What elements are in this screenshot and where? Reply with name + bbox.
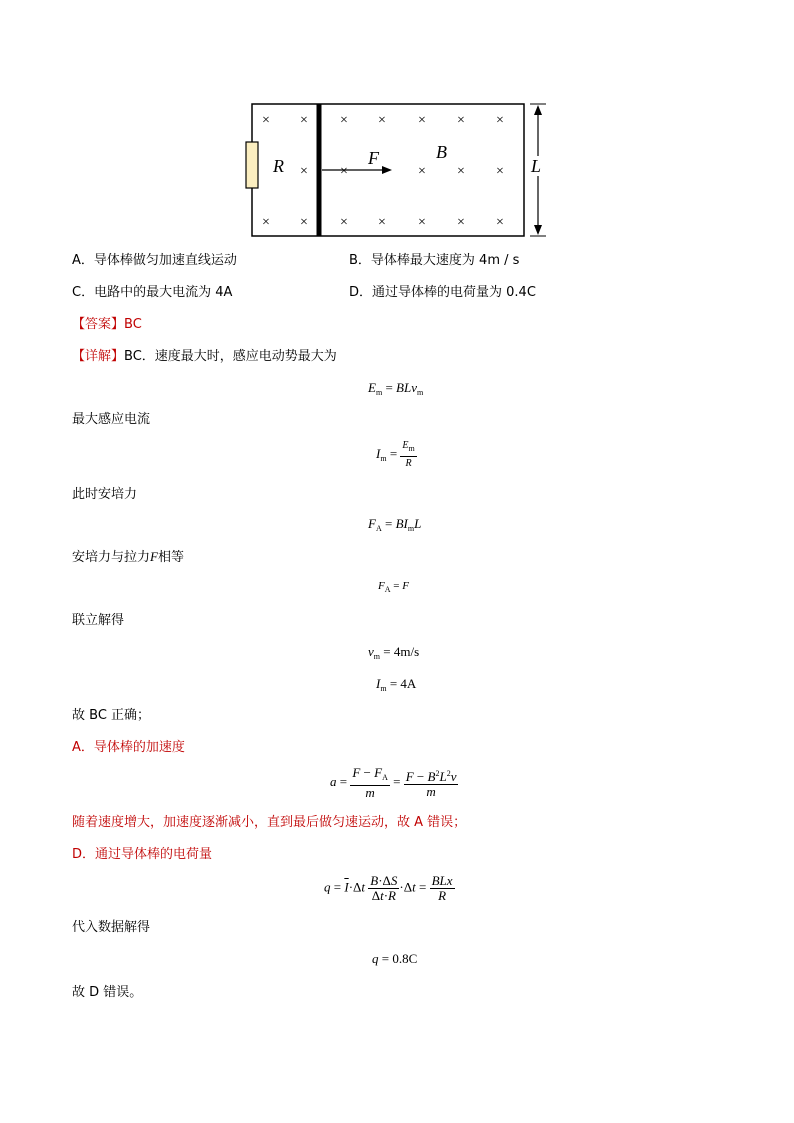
eq-current: $I_m$ = $\frac{E_m}{R}$	[376, 440, 415, 469]
svg-text:×: ×	[262, 215, 270, 230]
svg-text:×: ×	[457, 215, 465, 230]
svg-text:×: ×	[340, 215, 348, 230]
resistor	[246, 142, 258, 188]
svg-text:×: ×	[496, 164, 504, 179]
svg-text:×: ×	[418, 113, 426, 128]
eq-acceleration: a = $\frac{F - F_A}{m}$ = $\frac{F - B^2L^2v}{m}$	[330, 765, 457, 800]
svg-text:×: ×	[496, 113, 504, 128]
option-a: A．导体棒做匀加速直线运动	[72, 253, 237, 268]
label-B: B	[436, 142, 447, 162]
text-max-current: 最大感应电流	[72, 412, 151, 427]
text-a-conclusion: 随着速度增大，加速度逐渐减小，直到最后做匀速运动，故 A 错误；	[72, 815, 467, 830]
svg-text:×: ×	[300, 164, 308, 179]
text-substitute: 代入数据解得	[72, 920, 151, 935]
option-b: B．导体棒最大速度为 4m / s	[349, 253, 520, 268]
svg-text:×: ×	[457, 164, 465, 179]
option-d: D．通过导体棒的电荷量为 0.4C	[349, 285, 536, 300]
answer-line: 【答案】BC	[72, 317, 142, 332]
text-a-head: A．导体棒的加速度	[72, 740, 185, 755]
svg-text:×: ×	[378, 113, 386, 128]
option-c: C．电路中的最大电流为 4A	[72, 285, 233, 300]
text-solve: 联立解得	[72, 613, 125, 628]
eq-v-result: $v_m = 4m/s$	[368, 644, 420, 661]
text-d-head: D．通过导体棒的电荷量	[72, 847, 213, 862]
svg-text:×: ×	[262, 113, 270, 128]
svg-text:×: ×	[378, 215, 386, 230]
label-F: F	[368, 148, 379, 168]
eq-q-result: q = 0.8C	[372, 951, 418, 966]
detail-line: 【详解】BC．速度最大时，感应电动势最大为	[72, 349, 337, 364]
label-R: R	[273, 156, 284, 176]
svg-text:×: ×	[418, 215, 426, 230]
eq-i-result: $I_m = 4A$	[376, 676, 417, 693]
eq-emf: $E_m = BLv_m$	[368, 380, 424, 397]
text-d-conclusion: 故 D 错误。	[72, 985, 143, 1000]
circuit-diagram	[240, 100, 560, 240]
eq-charge: $q = \overline{I}\cdot\Delta t$ $\frac{B\cdot\Delta S}{\Delta t\cdot R}$ ·Δt = $\frac{\text{BLx}}{R}$	[324, 873, 453, 903]
text-ampere-force: 此时安培力	[72, 487, 138, 502]
svg-text:×: ×	[496, 215, 504, 230]
svg-text:×: ×	[418, 164, 426, 179]
eq-ampere: $F_A = BI_mL$	[368, 516, 422, 533]
text-bc-correct: 故 BC 正确；	[72, 708, 151, 723]
eq-balance: $F_A = F$	[378, 580, 409, 594]
svg-text:×: ×	[457, 113, 465, 128]
svg-text:×: ×	[300, 113, 308, 128]
svg-text:×: ×	[340, 164, 348, 179]
text-equal: 安培力与拉力F相等	[72, 549, 184, 565]
svg-text:×: ×	[340, 113, 348, 128]
label-L: L	[531, 156, 542, 176]
svg-text:×: ×	[300, 215, 308, 230]
